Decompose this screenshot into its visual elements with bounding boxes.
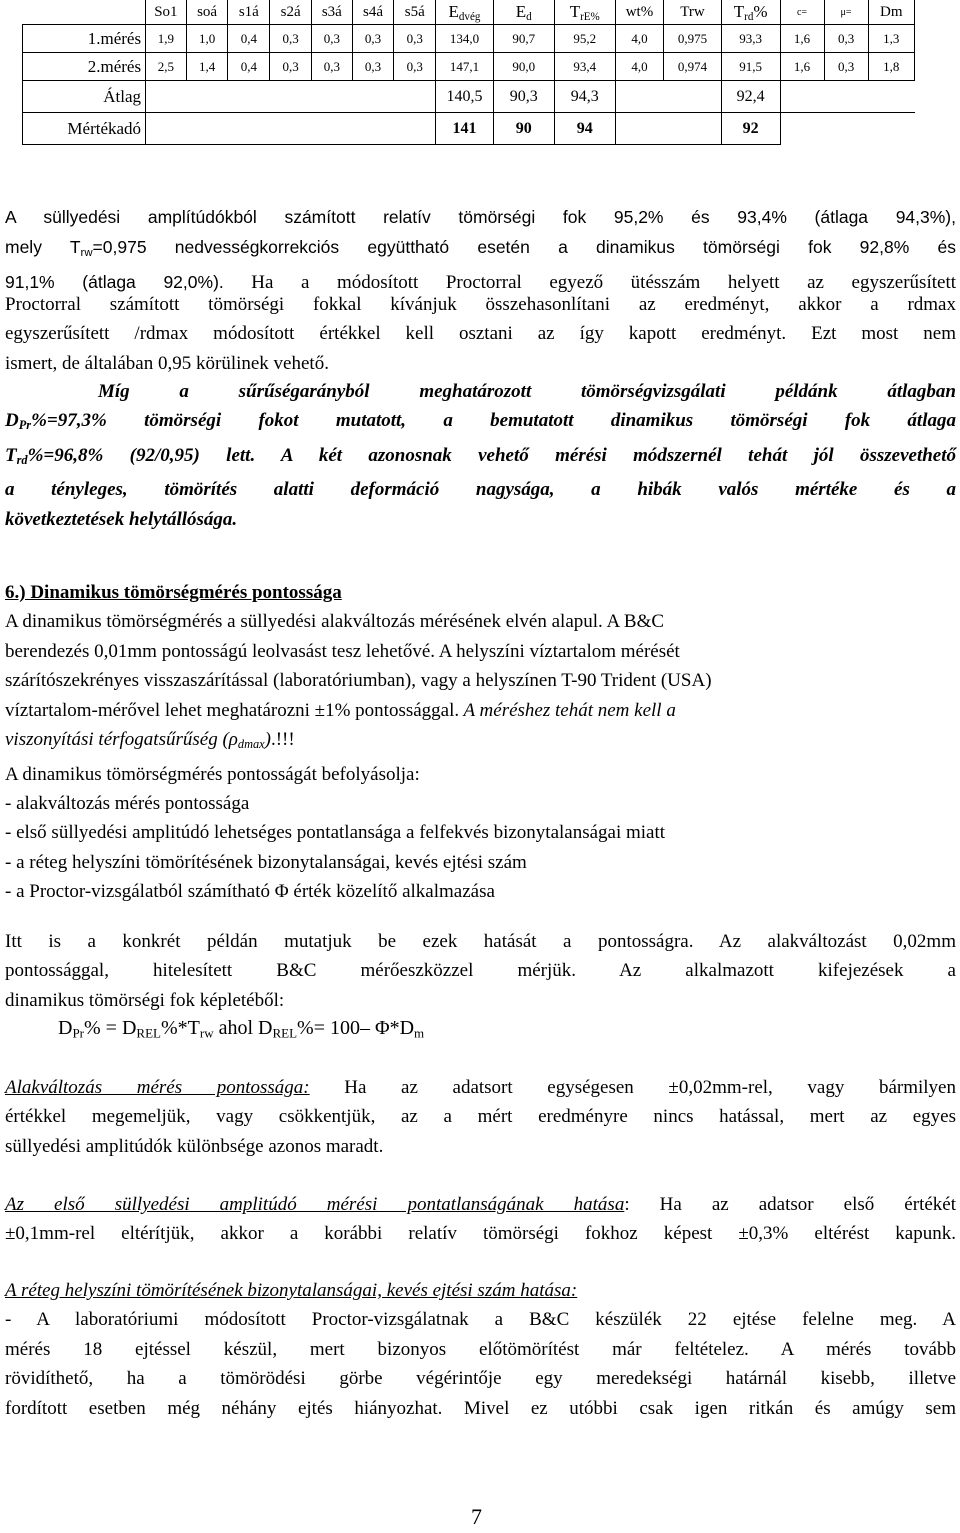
text-line: rövidíthető, ha a tömörödési görbe végérintője egy meredekségi határnál kisebb, illetve <box>5 1368 956 1390</box>
table-cell: 90,3 <box>493 81 554 113</box>
table-cell-empty <box>780 113 914 145</box>
section-accuracy <box>5 578 956 907</box>
table-cell: 93,3 <box>721 25 780 53</box>
text-line: pontossággal, hitelesített B&C mérőeszközzel mérjük. Az alkalmazott kifejezések a <box>5 960 956 982</box>
paragraph-comparison <box>5 377 956 534</box>
table-cell: 1,3 <box>868 25 914 53</box>
text-line: következtetések helytállósága. <box>5 508 238 530</box>
table-cell: 95,2 <box>554 25 615 53</box>
table-cell: 94 <box>554 113 615 145</box>
table-cell: 1,6 <box>780 53 824 81</box>
table-cell: 0,3 <box>352 25 394 53</box>
text-line: víztartalom-mérővel lehet meghatározni ±1% pontossággal. A méréshez tehát nem kell a <box>5 699 676 721</box>
table-row-mertekado <box>23 113 915 145</box>
table-cell: 0,3 <box>270 25 312 53</box>
table-row-atlag <box>23 81 915 113</box>
text-line: A réteg helyszíni tömörítésének bizonytalanságai, kevés ejtési szám hatása: <box>5 1280 578 1301</box>
text-line: értékkel megemeljük, vagy csökkentjük, az a mért eredményre nincs hatással, mert az egyes <box>5 1106 956 1128</box>
text-line: mérés 18 ejtéssel készül, mert bizonyos előtömörítést már feltételez. A mérés tovább <box>5 1338 956 1360</box>
table-cell: 1,8 <box>868 53 914 81</box>
table-cell: 140,5 <box>436 81 494 113</box>
text-line: a tényleges, tömörítés alatti deformáció nagysága, a hibák valós mértéke és a <box>5 479 956 501</box>
header-cell-edveg: $E_{dvég}$ <box>436 0 494 25</box>
paragraph-compaction-result <box>5 203 956 297</box>
row-label: 2.mérés <box>23 53 146 81</box>
table-cell: 90,0 <box>493 53 554 81</box>
header-cell: Trw <box>664 0 722 25</box>
table-cell: 0,4 <box>228 53 270 81</box>
text-line: Az első süllyedési amplitúdó mérési pontatlanságának hatása: Ha az adatsor első értékét <box>5 1194 956 1215</box>
text-line: $D_{Pr}\%=97,3\%$ tömörségi fokot mutatott, a bemutatott dinamikus tömörségi fok átlaga <box>5 410 956 433</box>
list-item: - a Proctor-vizsgálatból számítható Φ érték közelítő alkalmazása <box>5 881 495 903</box>
table-cell: 0,3 <box>312 53 353 81</box>
table-cell: 0,3 <box>394 53 436 81</box>
table-cell: 1,9 <box>146 25 187 53</box>
text-line: berendezés 0,01mm pontosságú leolvasást tesz lehetővé. A helyszíni víztartalom mérését <box>5 640 680 662</box>
table-row <box>23 25 915 53</box>
table-cell: 91,5 <box>721 53 780 81</box>
table-cell: 141 <box>436 113 494 145</box>
header-cell: wt% <box>615 0 664 25</box>
table-cell: 4,0 <box>615 53 664 81</box>
text-line: fordított esetben még néhány ejtés hiányozhat. Mivel ez utóbbi csak igen ritkán és amúgy sem <box>5 1397 956 1419</box>
header-cell-tre: $T_{rE\%}$ <box>554 0 615 25</box>
header-cell: s4á <box>352 0 394 25</box>
table-cell: 147,1 <box>436 53 494 81</box>
table-cell: 0,3 <box>824 25 868 53</box>
header-cell: c= <box>780 0 824 25</box>
table-cell: 1,6 <box>780 25 824 53</box>
paragraph-example <box>5 927 956 1015</box>
list-item: - alakváltozás mérés pontossága <box>5 792 250 814</box>
text-line: mely $T_{rw}=0,975$ nedvességkorrekciós együttható esetén a dinamikus tömörségi fok 92,8% és <box>5 236 957 259</box>
table-cell-empty <box>146 81 436 113</box>
text-line: Itt is a konkrét példán mutatjuk be ezek hatását a pontosságra. Az alakváltozást 0,02mm <box>5 931 956 952</box>
table-cell-empty <box>780 81 914 113</box>
header-cell-ed: $E_d$ <box>493 0 554 25</box>
list-item: - első süllyedési amplitúdó lehetséges pontatlansága a felfekvés bizonytalanságai miatt <box>5 822 666 844</box>
table-cell: 92 <box>721 113 780 145</box>
text-line: viszonyítási térfogatsűrűség $(\rho_{dmax})$.!!! <box>5 729 295 752</box>
page-number: 7 <box>471 1504 482 1529</box>
text-line: Míg a sűrűségarányból meghatározott tömörségvizsgálati példánk átlagban <box>98 381 956 402</box>
paragraph-layer-compaction <box>5 1276 956 1423</box>
text-line: ismert, de általában 0,95 körülinek vehető. <box>5 352 329 374</box>
table-cell: 2,5 <box>146 53 187 81</box>
row-label: Átlag <box>23 81 146 113</box>
table-header-row <box>23 0 915 25</box>
text-line: egyszerűsített /rdmax módosított értékkel kell osztani az így kapott eredményt. Ezt most nem <box>5 323 956 345</box>
text-line: A dinamikus tömörségmérés pontosságát befolyásolja: <box>5 763 420 785</box>
table-cell: 0,974 <box>664 53 722 81</box>
paragraph-proctor-note <box>5 290 956 378</box>
table-cell: 92,4 <box>721 81 780 113</box>
table-cell: 0,3 <box>352 53 394 81</box>
table-cell: 90,7 <box>493 25 554 53</box>
header-corner <box>23 0 146 25</box>
table-cell: 134,0 <box>436 25 494 53</box>
text-line: ±0,1mm-rel eltérítjük, akkor a korábbi relatív tömörségi fokhoz képest ±0,3% eltérést kapunk. <box>5 1223 956 1245</box>
row-label: Mértékadó <box>23 113 146 145</box>
table-cell: 0,3 <box>824 53 868 81</box>
text-line: dinamikus tömörségi fok képletéből: <box>5 989 285 1011</box>
text-line: Proctorral számított tömörségi fokkal kívánjuk összehasonlítani az eredményt, akkor a rdmax <box>5 294 956 315</box>
header-cell: s3á <box>312 0 353 25</box>
text-line: $T_{rd}\%=96,8\%$ (92/0,95) lett. A két azonosnak vehető mérési módszernél tehát jól összevethető <box>5 444 956 467</box>
table-cell: 1,0 <box>186 25 228 53</box>
text-line: A dinamikus tömörségmérés a süllyedési alakváltozás mérésének elvén alapul. A B&C <box>5 611 665 633</box>
table-cell: 0,3 <box>312 25 353 53</box>
formula-dynamic-compaction: $D_{Pr}\% = D_{REL}\%*T_{rw}$ ahol $D_{REL}\%= 100-$ $\Phi*D_m$ <box>58 1017 425 1041</box>
header-cell: soá <box>186 0 228 25</box>
list-item: - a réteg helyszíni tömörítésének bizonytalanságai, kevés ejtési szám <box>5 851 527 873</box>
paragraph-deformation-accuracy <box>5 1073 956 1161</box>
section-heading: 6.) Dinamikus tömörségmérés pontossága <box>5 582 342 603</box>
table-cell-empty <box>615 113 721 145</box>
table-cell: 4,0 <box>615 25 664 53</box>
header-cell: s5á <box>394 0 436 25</box>
header-cell: Dm <box>868 0 914 25</box>
table-cell-empty <box>146 113 436 145</box>
text-line: süllyedési amplitúdók különbsége azonos maradt. <box>5 1135 384 1157</box>
table-cell: 1,4 <box>186 53 228 81</box>
paragraph-first-amplitude <box>5 1190 956 1249</box>
measurement-table <box>22 0 915 145</box>
text-line: A süllyedési amplítúdókból számított relatív tömörségi fok 95,2% és 93,4% (átlaga 94,3%), <box>5 207 956 227</box>
text-line: - A laboratóriumi módosított Proctor-vizsgálatnak a B&C készülék 22 ejtése felelne meg. A <box>5 1309 956 1331</box>
text-line: szárítószekrényes visszaszárítással (laboratóriumban), vagy a helyszínen T-90 Trident (USA) <box>5 670 712 692</box>
header-cell: s2á <box>270 0 312 25</box>
table-row <box>23 53 915 81</box>
text-line: Alakváltozás mérés pontossága: Ha az adatsort egységesen ±0,02mm-rel, vagy bármilyen <box>5 1077 956 1098</box>
table-cell: 0,3 <box>394 25 436 53</box>
table-cell-empty <box>615 81 721 113</box>
table-cell: 90 <box>493 113 554 145</box>
table-cell: 0,3 <box>270 53 312 81</box>
row-label: 1.mérés <box>23 25 146 53</box>
table-cell: 94,3 <box>554 81 615 113</box>
table-cell: 0,975 <box>664 25 722 53</box>
header-cell: So1 <box>146 0 187 25</box>
header-cell: s1á <box>228 0 270 25</box>
table-cell: 93,4 <box>554 53 615 81</box>
text-line: 91,1% (átlaga 92,0%). Ha a módosított Proctorral egyező ütésszám helyett az egyszerűsített <box>5 271 956 293</box>
header-cell: μ= <box>824 0 868 25</box>
header-cell-trd: $T_{rd}\%$ <box>721 0 780 25</box>
table-cell: 0,4 <box>228 25 270 53</box>
